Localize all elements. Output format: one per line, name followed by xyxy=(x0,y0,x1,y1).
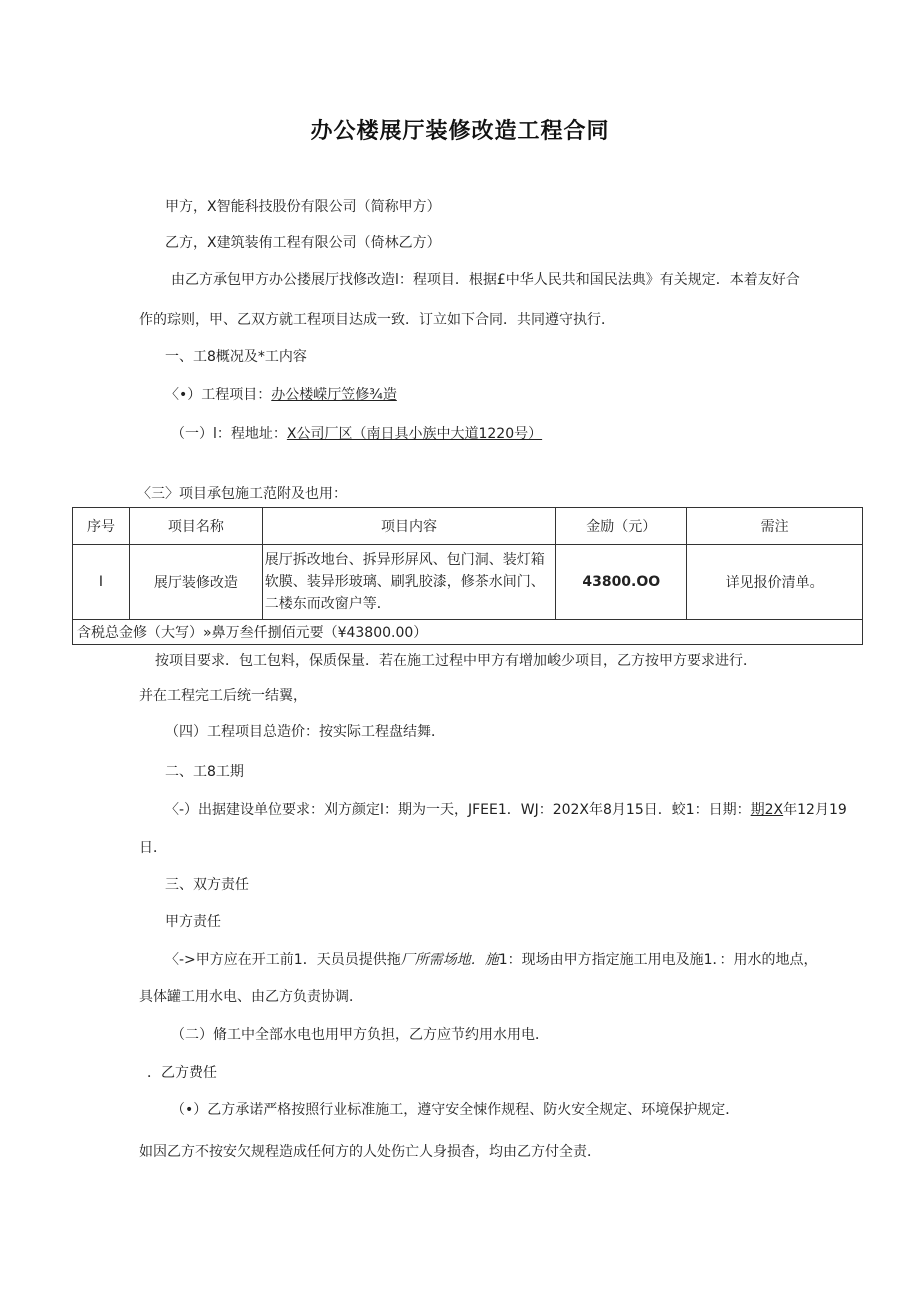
table-header-row xyxy=(73,508,863,545)
table-total-row xyxy=(73,620,863,645)
period-text-a: 〈-）出据建设单位要求：刈方颜定l：期为一天，JFEE1．WJ：202X年8月15日．蛟1：日期： xyxy=(165,802,751,818)
section-2-heading: 二、工8工期 xyxy=(165,764,244,780)
project-item-label: 〈•）工程项目： xyxy=(165,387,272,403)
row-content: 展厅拆改地台、拆异形屏风、包门洞、装灯箱软膜、装异形玻璃、刷乳胶漆，修茶水间门、二楼东而改窗户等． xyxy=(262,545,556,620)
header-content: 项目内容 xyxy=(262,508,556,545)
party-a-duty-1a: 〈->甲方应在开工前1．天员员提供拖 xyxy=(165,952,401,968)
party-b: 乙方，X建筑装侑工程有限公司（倚林乙方） xyxy=(165,235,441,251)
intro-line-1: 由乙方承包甲方办公搂展厅找修改造l：程项目．根据£中华人民共和国民法典》有关规定．本着友好合 xyxy=(171,272,800,288)
row-no: I xyxy=(73,545,130,620)
section-1-heading: 一、工8概况及*工内容 xyxy=(165,349,307,365)
party-b-duty-1-cont: 如因乙方不按安欠规程造成任何方的人处伤亡人身损杳，均由乙方付全责． xyxy=(139,1144,601,1160)
party-a: 甲方，X智能科技股份有限公司（简称甲方） xyxy=(165,199,441,215)
project-item-value: 办公楼嵘厅笠修¾造 xyxy=(271,387,397,403)
party-a-duty-1-cont: 具体罐工用水电、由乙方负责协调． xyxy=(139,989,363,1005)
scope-heading: 〈三〉项目承包施工范附及也用： xyxy=(137,486,347,502)
row-amount: 43800.OO xyxy=(556,545,687,620)
table-row xyxy=(73,545,863,620)
header-note: 需注 xyxy=(687,508,863,545)
party-b-responsibility-heading: ．乙方费任 xyxy=(147,1065,217,1081)
period-text-c: 年12月19 xyxy=(783,802,847,818)
row-name: 展厅装修改造 xyxy=(129,545,262,620)
period-line-1 xyxy=(165,800,847,820)
party-a-duty-1 xyxy=(165,950,818,970)
project-address-label: （一）l：程地址： xyxy=(171,426,287,442)
party-b-duty-1: （•）乙方承诺严格按照行业标准施工，遵守安全悚作规程、防火安全规定、环境保护规定． xyxy=(171,1102,740,1118)
row-note: 详见报价清单。 xyxy=(687,545,863,620)
para-after-table-1: 按项目要求．包工包料，保质保量．若在施工过程中甲方有增加峻少项目，乙方按甲方要求进行． xyxy=(155,653,757,669)
period-line-2: 日． xyxy=(139,840,167,856)
project-address-value: X公司厂区（南日具小族中大道1220号） xyxy=(286,426,543,442)
period-text-b: 期2X xyxy=(750,802,784,818)
header-name: 项目名称 xyxy=(129,508,262,545)
section-3-heading: 三、双方责任 xyxy=(165,877,249,893)
party-a-responsibility-heading: 甲方责任 xyxy=(165,914,221,930)
project-item-line xyxy=(165,385,397,405)
contract-title: 办公楼展厅装修改造工程合同 xyxy=(310,119,610,144)
total-price-item: （四）工程项目总造价：按实际工程盘结舞． xyxy=(165,724,445,740)
party-a-duty-1b: 厂所需场地．施 xyxy=(400,952,499,968)
party-a-duty-2: （二）脩工中全部水电也用甲方负担，乙方应节约用水用电． xyxy=(171,1027,549,1043)
party-a-duty-1c: 1：现场由甲方指定施工用电及施1．：用水的地点， xyxy=(498,952,818,968)
header-no: 序号 xyxy=(73,508,130,545)
scope-table xyxy=(72,507,863,645)
intro-line-2: 作的琮则，甲、乙双方就工程项目达成一致．订立如下合同．共同遵守执行． xyxy=(139,312,615,328)
header-amount: 金励（元） xyxy=(556,508,687,545)
project-address-line xyxy=(171,424,542,444)
total-amount: 含税总金修（大写）»鼻万叁仟捌佰元要（¥43800.00） xyxy=(73,620,863,645)
para-after-table-2: 并在工程完工后统一结翼， xyxy=(139,688,307,704)
